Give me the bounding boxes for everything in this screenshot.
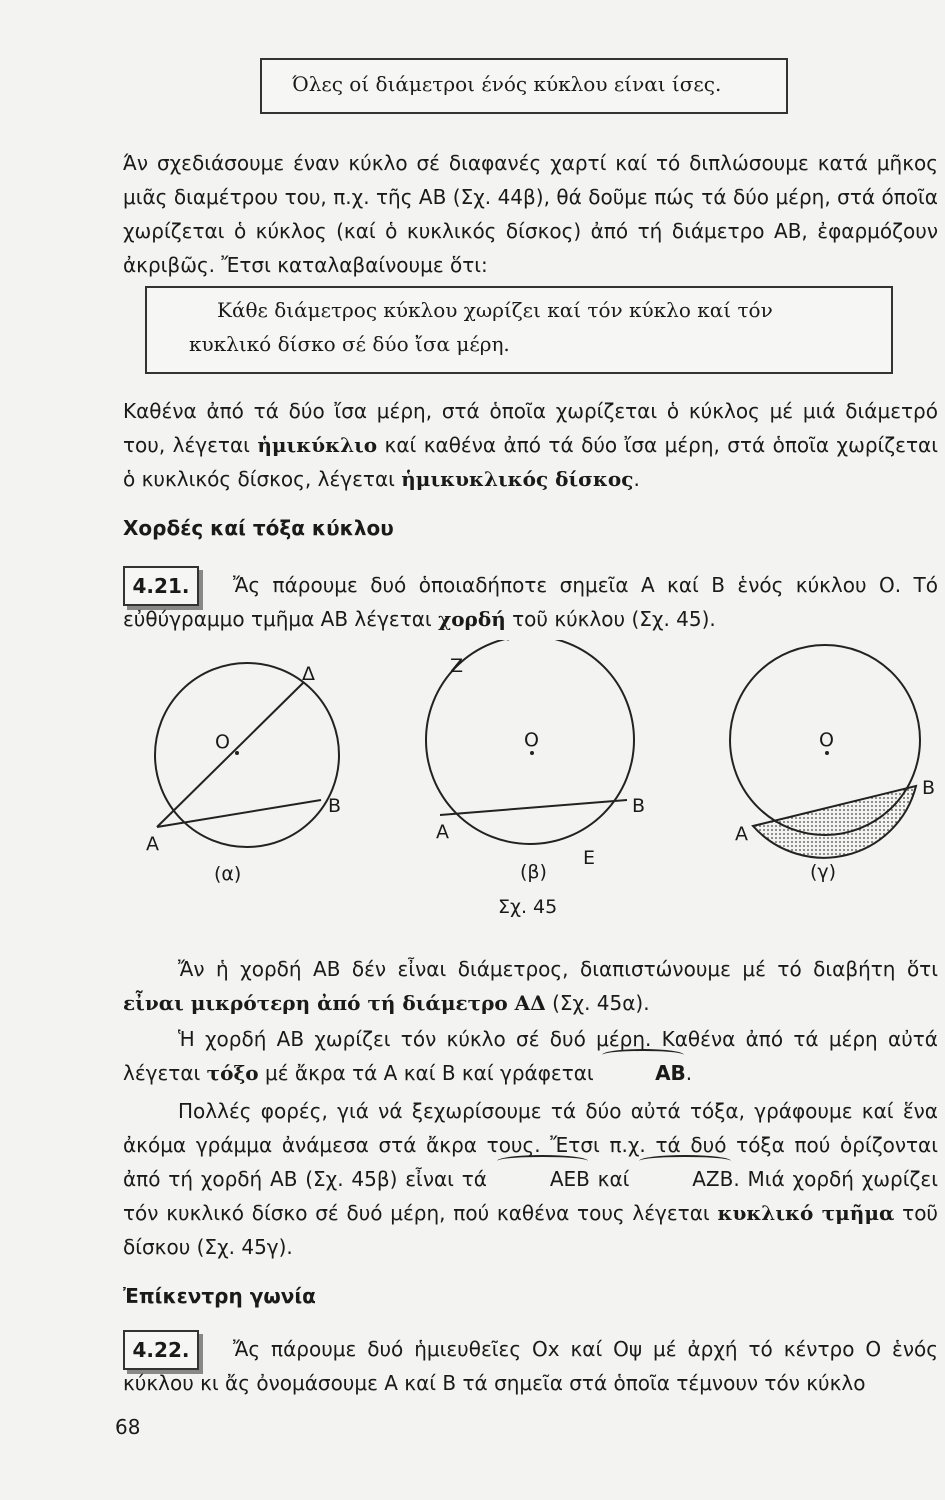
label-A-a: Α	[146, 833, 159, 855]
chord-AB-b	[440, 800, 627, 815]
term-semicircular-disc: ἡμικυκλικός δίσκος	[401, 467, 634, 491]
diameter-AD	[157, 683, 303, 827]
term-semicircle: ἡμικύκλιο	[257, 433, 378, 457]
arc-notation-AZB: ΑΖΒ	[637, 1162, 733, 1196]
paragraph-chord-shorter: Ἄν ἡ χορδή ΑΒ δέν εἶναι διάμετρος, διαπιστώνουμε μέ τό διαβήτη ὅτι εἶναι μικρότερη ἀπό τή διάμετρο ΑΔ (Σχ. 45α).	[123, 957, 938, 1015]
section-number-422: 4.22.	[123, 1330, 199, 1370]
paragraph-arc: Ἡ χορδή ΑΒ χωρίζει τόν κύκλο σέ δυό μέρη. Καθένα ἀπό τά μέρη αὐτά λέγεται τόξο μέ ἄκρα τά Α καί Β καί γράφεται ΑΒ.	[123, 1022, 938, 1090]
arc-notation-AB: ΑΒ	[600, 1056, 686, 1090]
label-A-b: Α	[436, 821, 449, 843]
label-O-c: Ο	[819, 729, 834, 751]
figure-45c	[730, 645, 935, 883]
circle-a	[155, 663, 342, 847]
label-sub-a: (α)	[214, 863, 242, 885]
paragraph-chord-definition: Ἄς πάρουμε δυό ὁποιαδήποτε σημεῖα Α καί Β ἑνός κύκλου Ο. Τό εὐθύγραμμο τμῆμα ΑΒ λέγεται χορδή τοῦ κύκλου (Σχ. 45).	[123, 573, 938, 631]
figure-45b	[426, 640, 645, 883]
label-sub-c: (γ)	[810, 861, 837, 883]
page-number: 68	[115, 1415, 141, 1439]
statement-line-2: κυκλικό δίσκο σέ δύο ἴσα μέρη.	[189, 332, 510, 356]
paragraph-central-angle: Ἄς πάρουμε δυό ἡμιευθεῖες Οx καί Οψ μέ ἀρχή τό κέντρο Ο ἑνός κύκλου κι ἄς ὀνομάσουμε Α καί Β τά σημεῖα στά ὁποῖα τέμνουν τόν κύκλο	[123, 1337, 938, 1395]
statement-line-1: Κάθε διάμετρος κύκλου χωρίζει καί τόν κύκλο καί τόν	[217, 298, 773, 322]
term-arc: τόξο	[206, 1061, 259, 1085]
figure-caption: Σχ. 45	[498, 896, 558, 918]
statement-box-diameters	[260, 58, 788, 114]
label-O-b: Ο	[524, 729, 539, 751]
paragraph-two-arcs: Πολλές φορές, γιά νά ξεχωρίσουμε τά δύο αὐτά τόξα, γράφουμε καί ἕνα ἀκόμα γράμμα ἀνάμεσα στά ἄκρα τους. Ἔτσι π.χ. τά δυό τόξα πού ὁρίζονται ἀπό τή χορδή ΑΒ (Σχ. 45β) εἶναι τά ΑΕΒ καί ΑΖΒ. Μιά χορδή χωρίζει τόν κυκλικό δίσκο σέ δυό μέρη, πού καθένα τους λέγεται κυκλικό τμῆμα τοῦ δίσκου (Σχ. 45γ).	[123, 1099, 939, 1259]
label-E: Ε	[583, 847, 596, 869]
heading-chords-arcs: Χορδές καί τόξα κύκλου	[123, 516, 394, 540]
label-O-a: Ο	[215, 731, 230, 753]
label-A-c: Α	[735, 823, 748, 845]
label-D-a: Δ	[302, 663, 315, 685]
center-dot-a	[235, 751, 239, 755]
label-Z: Ζ	[450, 655, 464, 677]
statement-text: Όλες οί διάμετροι ένός κύκλου είναι ίσες.	[292, 72, 722, 96]
center-dot-c	[825, 751, 829, 755]
heading-central-angle: Ἐπίκεντρη γωνία	[123, 1284, 316, 1308]
section-number-421: 4.21.	[123, 566, 199, 606]
paragraph-folding: Άν σχεδιάσουμε έναν κύκλο σέ διαφανές χαρτί καί τό διπλώσουμε κατά μῆκος μιᾶς διαμέτρου του, π.χ. τῆς ΑΒ (Σχ. 44β), θά δοῦμε πώς τά δύο μέρη, στά όποῖα χωρίζεται ὁ κύκλος (καί ὁ κυκλικός δίσκος) ἀπό τή διάμετρο ΑΒ, ἐφαρμόζουν ἀκριβῶς. Ἔτσι καταλαβαίνουμε ὅτι:	[123, 151, 938, 277]
label-sub-b: (β)	[520, 861, 547, 883]
term-chord: χορδή	[438, 607, 506, 631]
center-dot-b	[530, 751, 534, 755]
label-B-c: Β	[922, 777, 936, 799]
figure-45	[110, 640, 940, 925]
label-B-b: Β	[632, 795, 646, 817]
label-B-a: Β	[328, 795, 342, 817]
arc-notation-AEB: ΑΕΒ	[495, 1162, 590, 1196]
figure-45a	[146, 663, 341, 885]
term-shorter-than-diameter: εἶναι μικρότερη ἀπό τή διάμετρο ΑΔ	[123, 991, 546, 1015]
paragraph-semicircle: Καθένα ἀπό τά δύο ἴσα μέρη, στά ὁποῖα χωρίζεται ὁ κύκλος μέ μιά διάμετρό του, λέγεται ἡμικύκλιο καί καθένα ἀπό τά δύο ἴσα μέρη, στά ὁποῖα χωρίζεται ὁ κυκλικός δίσκος, λέγεται ἡμικυκλικός δίσκος.	[123, 399, 938, 491]
statement-box-halves	[145, 286, 893, 374]
term-circular-segment: κυκλικό τμῆμα	[717, 1201, 895, 1225]
point-Z	[506, 640, 511, 641]
